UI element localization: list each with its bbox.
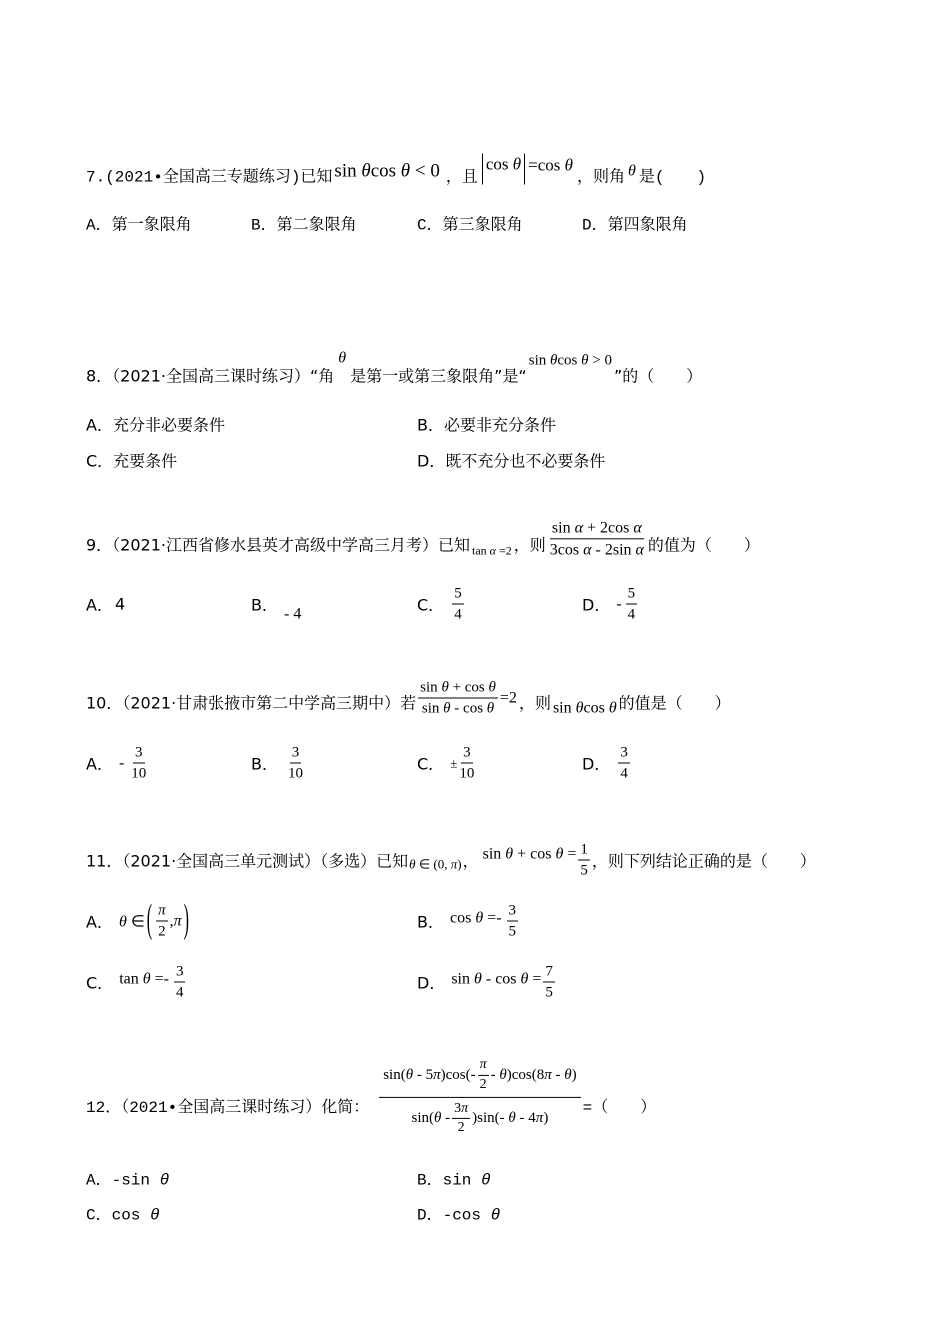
q10-fraction bbox=[418, 679, 498, 718]
q11-option-d-numerator: 7 bbox=[543, 963, 555, 983]
q9-fraction bbox=[548, 518, 646, 559]
q10-then: ，则 bbox=[518, 693, 551, 713]
q7-condition-1: sin θcos θ < 0 bbox=[334, 160, 440, 181]
q9-option-c-label: C． bbox=[417, 595, 445, 615]
q7-option-d-text: D．第四象限角 bbox=[582, 216, 688, 235]
q12-numerator-fraction-top: π bbox=[478, 1057, 489, 1076]
q12-denominator-fraction bbox=[452, 1101, 470, 1138]
q11-option-c-pre: tan θ =- bbox=[119, 970, 169, 987]
q8-option-d-text: D．既不充分也不必要条件 bbox=[417, 451, 606, 471]
q10-option-b-numerator: 3 bbox=[290, 744, 302, 764]
q10-option-a-numerator: 3 bbox=[133, 744, 145, 764]
q9-fraction-denominator: 3cos α - 2sin α bbox=[549, 541, 644, 559]
q7-and: ，且 bbox=[445, 168, 478, 187]
q11-option-b-label: B． bbox=[417, 912, 444, 932]
q9-option-d-fraction bbox=[626, 585, 638, 624]
q10-option-a-denominator: 10 bbox=[131, 765, 147, 782]
q11-given-1: θ ∈ (0, π) bbox=[409, 856, 462, 871]
q8-option-a-text: A．充分非必要条件 bbox=[86, 415, 225, 435]
q12-option-a-text: A．-sin θ bbox=[86, 1171, 170, 1190]
q11-lead: 11．（2021·全国高三单元测试）（多选）已知 bbox=[86, 851, 409, 871]
q8-lead: 8．（2021·全国高三课时练习）“角 bbox=[86, 366, 335, 386]
q10-lead: 10．（2021·甘肃张掖市第二中学高三期中）若 bbox=[86, 693, 417, 713]
q10-option-d-denominator: 4 bbox=[620, 765, 628, 782]
q10-option-a-label: A． bbox=[86, 754, 113, 774]
q11-option-a-label: A． bbox=[86, 912, 113, 932]
q7-lead: 7.(2021•全国高三专题练习)已知 bbox=[86, 168, 333, 187]
q12-denominator-fraction-bottom: 2 bbox=[457, 1120, 465, 1136]
q10-option-c-fraction bbox=[457, 744, 476, 783]
q12-expression bbox=[379, 1057, 580, 1137]
q11-option-a-post: ,π bbox=[169, 912, 182, 929]
q7-condition-2-rhs: =cos θ bbox=[528, 155, 573, 175]
q11-option-b-fraction bbox=[507, 902, 519, 941]
q11-tail: ，则下列结论正确的是（ ） bbox=[591, 851, 816, 871]
q10-option-c-sign: ± bbox=[450, 755, 458, 770]
q12-numerator-pre: sin(θ - 5π)cos(- bbox=[383, 1066, 476, 1083]
q7-theta: θ bbox=[628, 162, 636, 179]
q11-option-b-pre: cos θ =- bbox=[449, 909, 502, 926]
q10-option-d-label: D． bbox=[582, 754, 611, 774]
q11-option-a-fraction bbox=[156, 902, 168, 941]
q9-option-c-denominator: 4 bbox=[454, 606, 462, 623]
q10-fraction-denominator: sin θ - cos θ bbox=[421, 700, 495, 717]
q12-denominator bbox=[408, 1098, 553, 1138]
q9-lead: 9．（2021·江西省修水县英才高级中学高三月考）已知 bbox=[86, 535, 470, 555]
q10-option-c-label: C． bbox=[417, 754, 445, 774]
q8-mid: 是第一或第三象限角”是“ bbox=[350, 366, 527, 386]
q12-tail: =（ ） bbox=[582, 1098, 657, 1117]
q9-option-b-label: B． bbox=[251, 595, 278, 615]
q11-option-a-denominator: 2 bbox=[158, 923, 166, 940]
q9-option-a-label: A． bbox=[86, 595, 113, 615]
q12-option-b-text: B．sin θ bbox=[417, 1171, 491, 1190]
q10-option-b-denominator: 10 bbox=[287, 765, 303, 782]
q10-option-c-numerator: 3 bbox=[461, 744, 473, 764]
q11-given-numerator: 1 bbox=[578, 841, 590, 861]
q10-equals: =2 bbox=[499, 689, 517, 706]
q10-option-d-numerator: 3 bbox=[618, 744, 630, 764]
q9-option-a-value: 4 bbox=[114, 594, 126, 614]
q9-option-d-numerator: 5 bbox=[626, 585, 638, 605]
q7-tail: 是( ) bbox=[638, 168, 707, 187]
q12-numerator-fraction-bottom: 2 bbox=[479, 1076, 487, 1092]
q11-option-c-label: C． bbox=[86, 973, 114, 993]
q9-then: ，则 bbox=[513, 535, 546, 555]
q12-denominator-pre: sin(θ - bbox=[411, 1110, 451, 1127]
q10-option-d-fraction bbox=[618, 744, 630, 783]
q9-fraction-numerator: sin α + 2cos α bbox=[550, 518, 644, 539]
q12-denominator-fraction-top: 3π bbox=[452, 1101, 470, 1120]
q7-condition-2 bbox=[482, 154, 573, 185]
q7-option-b-text: B．第二象限角 bbox=[251, 216, 357, 235]
q11-given-denominator: 5 bbox=[580, 862, 588, 879]
q12-option-c-text: C．cos θ bbox=[86, 1206, 160, 1225]
q10-option-a-fraction bbox=[129, 744, 148, 783]
q8-condition: sin θcos θ > 0 bbox=[528, 352, 612, 369]
q9-option-d-sign: - bbox=[616, 595, 622, 612]
q11-given-2: sin θ + cos θ = bbox=[482, 845, 577, 862]
q12-numerator-post: - θ)cos(8π - θ) bbox=[490, 1066, 577, 1083]
q10-option-a-sign: - bbox=[118, 754, 125, 771]
q9-given: tan α =2 bbox=[472, 543, 512, 558]
q8-tail: ”的（ ） bbox=[613, 366, 703, 386]
q9-tail: 的值为（ ） bbox=[647, 535, 760, 555]
q11-option-c-fraction bbox=[174, 963, 186, 1002]
q12-denominator-post: )sin(- θ - 4π) bbox=[472, 1110, 549, 1127]
q10-option-c-denominator: 10 bbox=[459, 765, 475, 782]
q9-option-d-label: D． bbox=[582, 595, 611, 615]
q7-then: ，则角 bbox=[577, 168, 626, 187]
q11-comma: ， bbox=[462, 851, 479, 871]
q8-option-b-text: B．必要非充分条件 bbox=[417, 415, 556, 435]
q10-option-b-fraction bbox=[286, 744, 305, 783]
q9-option-c-fraction bbox=[452, 585, 464, 624]
q11-option-d-fraction bbox=[543, 963, 555, 1002]
q8-theta: θ bbox=[338, 349, 347, 366]
q11-option-d-pre: sin θ - cos θ = bbox=[451, 970, 542, 987]
q11-option-b-numerator: 3 bbox=[507, 902, 519, 922]
q12-numerator-fraction bbox=[478, 1057, 489, 1094]
q11-given-fraction bbox=[578, 841, 590, 880]
q10-expression: sin θcos θ bbox=[552, 699, 617, 716]
q11-option-d-label: D． bbox=[417, 973, 446, 993]
q9-option-b-value: - 4 bbox=[283, 605, 302, 622]
q10-option-b-label: B． bbox=[251, 754, 278, 774]
q9-option-c-numerator: 5 bbox=[452, 585, 464, 605]
q11-option-c-denominator: 4 bbox=[175, 984, 184, 1001]
q9-option-d-denominator: 4 bbox=[627, 606, 636, 623]
q12-lead: 12．（2021•全国高三课时练习）化简： bbox=[86, 1098, 370, 1117]
q10-fraction-numerator: sin θ + cos θ bbox=[418, 679, 498, 699]
q8-option-c-text: C．充要条件 bbox=[86, 451, 178, 471]
q7-abs-cos: cos θ bbox=[482, 154, 525, 185]
q10-tail: 的值是（ ） bbox=[618, 693, 731, 713]
q12-numerator bbox=[379, 1057, 580, 1098]
q11-option-a-numerator: π bbox=[156, 902, 168, 922]
q7-option-a-text: A．第一象限角 bbox=[86, 216, 192, 235]
q7-option-c-text: C．第三象限角 bbox=[417, 216, 523, 235]
q12-option-d-text: D．-cos θ bbox=[417, 1206, 501, 1225]
q11-option-b-denominator: 5 bbox=[508, 923, 517, 940]
q11-option-a-close-paren: ) bbox=[183, 898, 189, 941]
q11-option-a-open-paren: ( bbox=[146, 898, 153, 941]
q11-option-d-denominator: 5 bbox=[545, 984, 553, 1001]
q11-option-c-numerator: 3 bbox=[174, 963, 186, 983]
q11-option-a-pre: θ ∈ bbox=[118, 913, 145, 930]
